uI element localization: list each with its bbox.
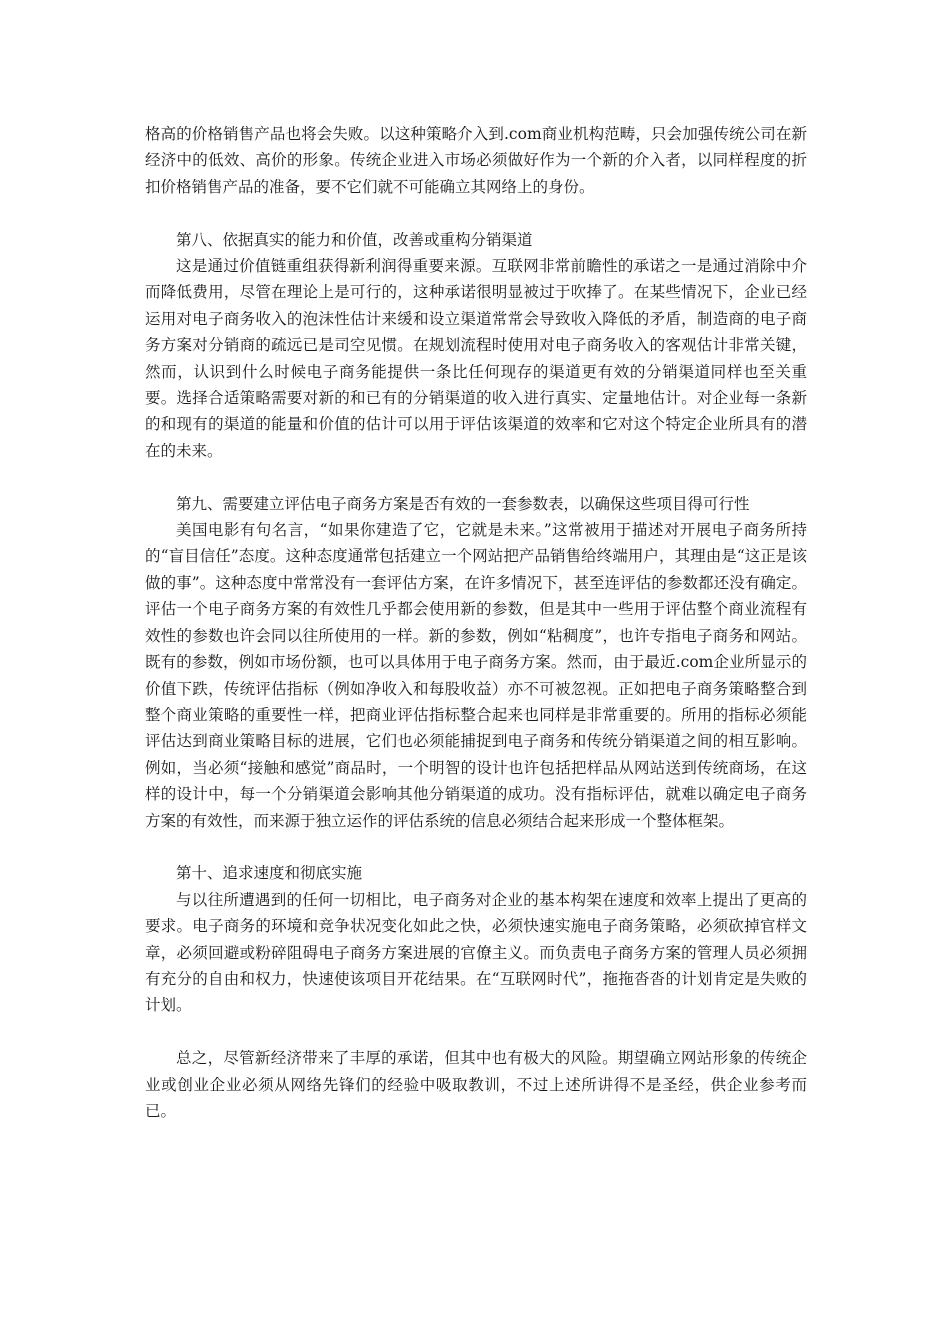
conclusion-paragraph: 总之，尽管新经济带来了丰厚的承诺，但其中也有极大的风险。期望确立网站形象的传统企业或创业企业必须从网络先锋们的经验中吸取教训，不过上述所讲得不是圣经，供企业参考而已。 xyxy=(145,1049,807,1120)
section-ten-body: 与以往所遭遇到的任何一切相比，电子商务对企业的基本构架在速度和效率上提出了更高的要求。电子商务的环境和竞争状况变化如此之快，必须快速实施电子商务策略，必须砍掉官样文章，必须回避或粉碎阻碍电子商务方案进展的官僚主义。而负责电子商务方案的管理人员必须拥有充分的自由和权力，快速使该项目开花结果。在“互联网时代”，拖拖沓沓的计划肯定是失败的计划。 xyxy=(145,890,807,1015)
section-ten-heading: 第十、追求速度和彻底实施 xyxy=(176,864,363,883)
section-nine-heading: 第九、需要建立评估电子商务方案是否有效的一套参数表，以确保这些项目得可行性 xyxy=(176,494,750,513)
conclusion-block xyxy=(145,1045,807,1124)
section-ten xyxy=(145,860,807,1018)
section-eight-heading: 第八、依据真实的能力和价值，改善或重构分销渠道 xyxy=(176,230,533,249)
section-eight-body: 这是通过价值链重组获得新利润得重要来源。互联网非常前瞻性的承诺之一是通过消除中介而降低费用，尽管在理论上是可行的，这种承诺很明显被过于吹捧了。在某些情况下，企业已经运用对电子商务收入的泡沫性估计来缓和设立渠道常常会导致收入降低的矛盾，制造商的电子商务方案对分销商的疏远已是司空见惯。在规划流程时使用对电子商务收入的客观估计非常关键，然而，认识到什么时候电子商务能提供一条比任何现存的渠道更有效的分销渠道同样也至关重要。选择合适策略需要对新的和已有的分销渠道的收入进行真实、定量地估计。对企业每一条新的和现有的渠道的能量和价值的估计可以用于评估该渠道的效率和它对这个特定企业所具有的潜在的未来。 xyxy=(145,257,807,460)
section-nine xyxy=(145,491,807,834)
intro-paragraph: 格高的价格销售产品也将会失败。以这种策略介入到.com商业机构范畴，只会加强传统公司在新经济中的低效、高价的形象。传统企业进入市场必须做好作为一个新的介入者，以同样程度的折扣价格销售产品的准备，要不它们就不可能确立其网络上的身份。 xyxy=(145,125,807,196)
section-nine-body: 美国电影有句名言，“如果你建造了它，它就是未来。”这常被用于描述对开展电子商务所持的“盲目信任”态度。这种态度通常包括建立一个网站把产品销售给终端用户，其理由是“这正是该做的事”。这种态度中常常没有一套评估方案，在许多情况下，甚至连评估的参数都还没有确定。评估一个电子商务方案的有效性几乎都会使用新的参数，但是其中一些用于评估整个商业流程有效性的参数也许会同以往所使用的一样。新的参数，例如“粘稠度”，也许专指电子商务和网站。既有的参数，例如市场份额，也可以具体用于电子商务方案。然而，由于最近.com企业所显示的价值下跌，传统评估指标（例如净收入和每股收益）亦不可被忽视。正如把电子商务策略整合到整个商业策略的重要性一样，把商业评估指标整合起来也同样是非常重要的。所用的指标必须能评估达到商业策略目标的进展，它们也必须能捕捉到电子商务和传统分销渠道之间的相互影响。例如，当必须“接触和感觉”商品时，一个明智的设计也许包括把样品从网站送到传统商场，在这样的设计中，每一个分销渠道会影响其他分销渠道的成功。没有指标评估，就难以确定电子商务方案的有效性，而来源于独立运作的评估系统的信息必须结合起来形成一个整体框架。 xyxy=(145,521,807,830)
intro-paragraph-block xyxy=(145,121,807,200)
section-eight xyxy=(145,227,807,465)
document-page xyxy=(145,121,807,1151)
